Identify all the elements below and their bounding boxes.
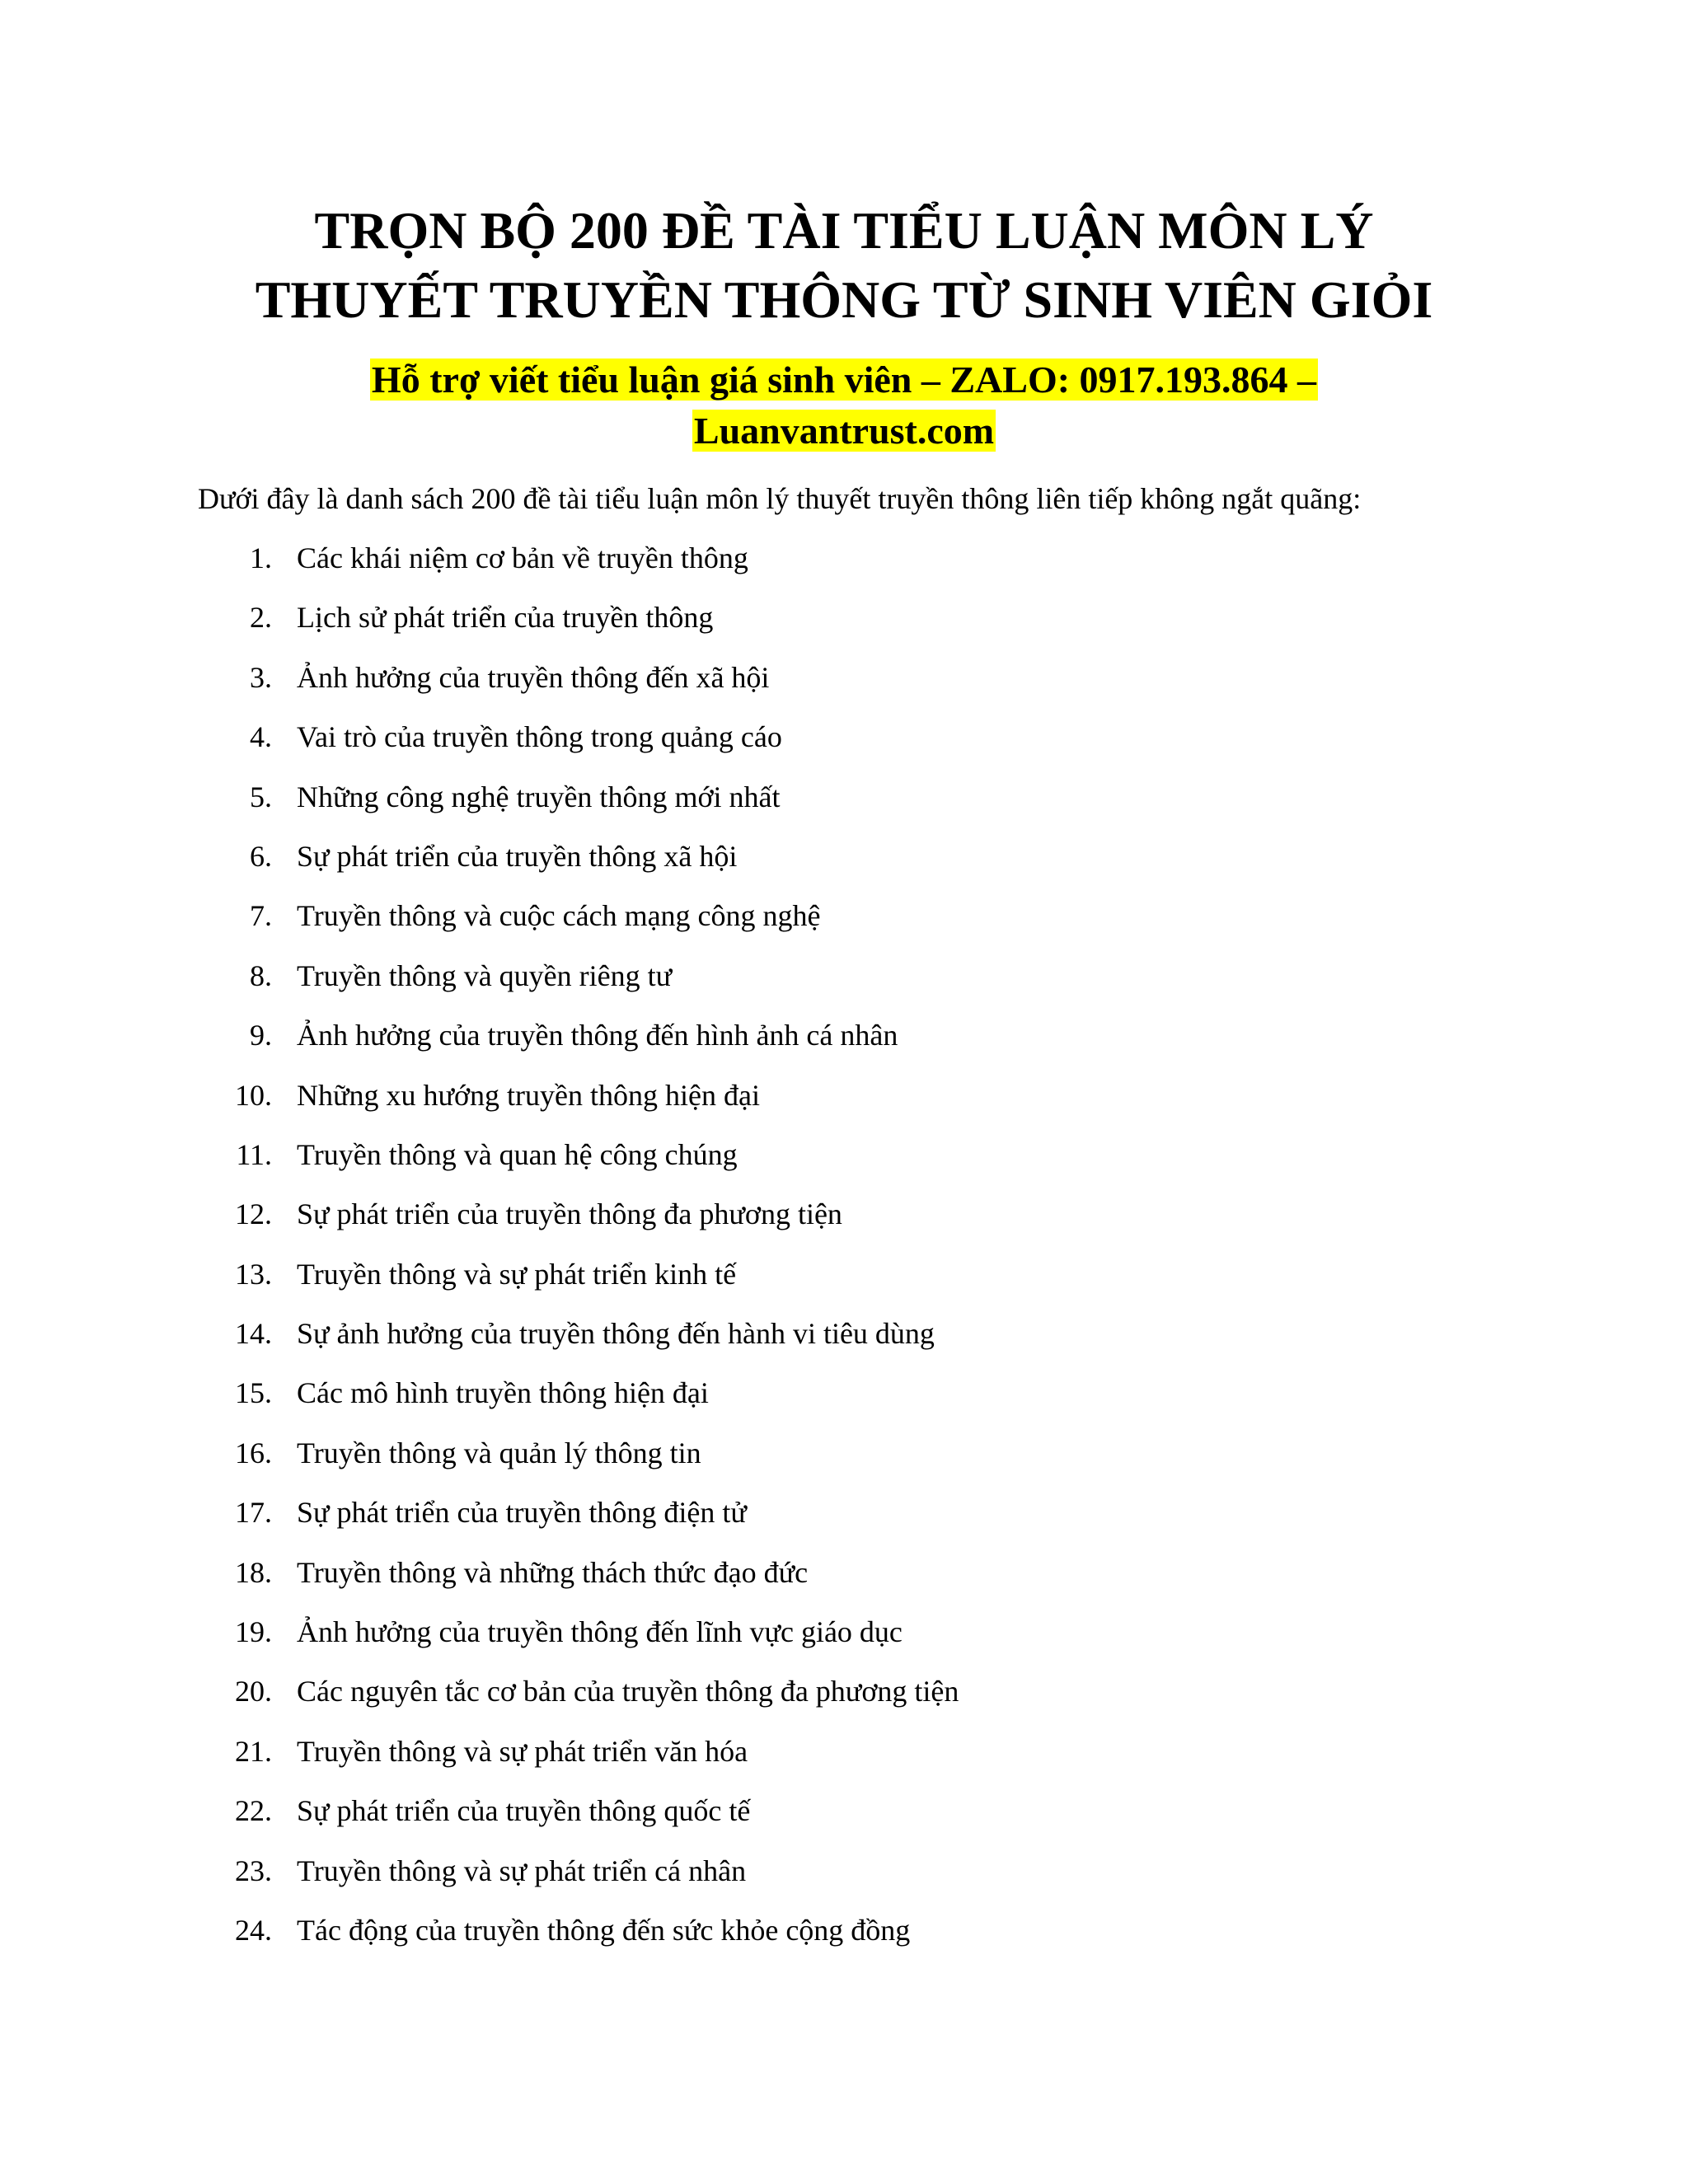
list-item-number: 7. — [250, 899, 272, 933]
document-title — [0, 196, 1688, 335]
list-item — [0, 595, 1688, 654]
list-item-text: Ảnh hưởng của truyền thông đến xã hội — [297, 660, 770, 694]
list-item — [0, 1013, 1688, 1072]
list-item-number: 19. — [235, 1615, 272, 1649]
list-item — [0, 1252, 1688, 1311]
list-item — [0, 655, 1688, 715]
list-item-text: Những công nghệ truyền thông mới nhất — [297, 780, 781, 813]
list-item-text: Sự phát triển của truyền thông quốc tế — [297, 1794, 751, 1828]
list-item-text: Ảnh hưởng của truyền thông đến lĩnh vực giáo dục — [297, 1615, 903, 1649]
list-item-text: Truyền thông và sự phát triển văn hóa — [297, 1734, 748, 1768]
title-line-2: THUYẾT TRUYỀN THÔNG TỪ SINH VIÊN GIỎI — [255, 270, 1433, 329]
title-line-1: TRỌN BỘ 200 ĐỀ TÀI TIỂU LUẬN MÔN LÝ — [314, 201, 1374, 260]
list-item-number: 12. — [235, 1197, 272, 1231]
list-item-text: Sự phát triển của truyền thông đa phương tiện — [297, 1197, 842, 1231]
list-item-number: 15. — [235, 1376, 272, 1410]
list-item — [0, 1192, 1688, 1251]
list-item-text: Truyền thông và quản lý thông tin — [297, 1436, 701, 1469]
list-item — [0, 1908, 1688, 1967]
list-item-number: 4. — [250, 720, 272, 754]
list-item-number: 21. — [235, 1734, 272, 1768]
list-item-text: Truyền thông và quyền riêng tư — [297, 958, 673, 992]
subtitle-line-1 — [0, 354, 1688, 405]
list-item-number: 13. — [235, 1257, 272, 1291]
list-item-text: Lịch sử phát triển của truyền thông — [297, 601, 714, 635]
list-item — [0, 715, 1688, 774]
list-item-number: 18. — [235, 1555, 272, 1589]
list-item-number: 10. — [235, 1078, 272, 1112]
list-item-number: 23. — [235, 1854, 272, 1887]
list-item — [0, 834, 1688, 893]
list-item — [0, 1849, 1688, 1908]
subtitle-line-2 — [0, 405, 1688, 457]
list-item-number: 24. — [235, 1913, 272, 1947]
highlighted-text: Hỗ trợ viết tiểu luận giá sinh viên – ZALO: 0917.193.864 – — [371, 359, 1317, 401]
list-item-text: Sự phát triển của truyền thông điện tử — [297, 1496, 747, 1530]
list-item — [0, 1610, 1688, 1669]
list-item — [0, 536, 1688, 595]
list-item-number: 3. — [250, 660, 272, 694]
list-item-number: 6. — [250, 839, 272, 873]
list-item — [0, 1490, 1688, 1549]
list-item-number: 11. — [236, 1137, 272, 1171]
topic-list — [0, 536, 1688, 1967]
list-item-number: 9. — [250, 1019, 272, 1052]
list-item-text: Truyền thông và những thách thức đạo đức — [297, 1555, 809, 1589]
list-item-number: 16. — [235, 1436, 272, 1469]
list-item — [0, 1550, 1688, 1610]
list-item-number: 22. — [235, 1794, 272, 1828]
intro-paragraph: Dưới đây là danh sách 200 đề tài tiểu luận môn lý thuyết truyền thông liên tiếp không ngắt quãng: — [198, 482, 1362, 515]
list-item — [0, 1073, 1688, 1132]
list-item-text: Những xu hướng truyền thông hiện đại — [297, 1078, 760, 1112]
list-item — [0, 1729, 1688, 1788]
list-item-text: Truyền thông và cuộc cách mạng công nghệ — [297, 899, 821, 933]
list-item-number: 1. — [250, 541, 272, 574]
list-item — [0, 954, 1688, 1013]
list-item-text: Sự phát triển của truyền thông xã hội — [297, 839, 738, 873]
list-item-text: Truyền thông và sự phát triển cá nhân — [297, 1854, 747, 1887]
list-item — [0, 1788, 1688, 1848]
list-item — [0, 1431, 1688, 1490]
highlighted-text: Luanvantrust.com — [693, 410, 995, 452]
list-item-text: Các mô hình truyền thông hiện đại — [297, 1376, 709, 1410]
list-item-number: 14. — [235, 1317, 272, 1351]
list-item — [0, 1311, 1688, 1371]
list-item — [0, 1132, 1688, 1192]
list-item-text: Các khái niệm cơ bản về truyền thông — [297, 541, 748, 574]
list-item-number: 5. — [250, 780, 272, 813]
list-item-text: Truyền thông và quan hệ công chúng — [297, 1137, 738, 1171]
promo-subtitle — [0, 354, 1688, 457]
list-item — [0, 893, 1688, 953]
list-item-text: Truyền thông và sự phát triển kinh tế — [297, 1257, 737, 1291]
list-item — [0, 1371, 1688, 1430]
list-item — [0, 1669, 1688, 1728]
list-item-number: 20. — [235, 1675, 272, 1708]
list-item-text: Ảnh hưởng của truyền thông đến hình ảnh cá nhân — [297, 1019, 898, 1052]
list-item-text: Sự ảnh hưởng của truyền thông đến hành vi tiêu dùng — [297, 1317, 935, 1351]
list-item-number: 17. — [235, 1496, 272, 1530]
list-item-text: Vai trò của truyền thông trong quảng cáo — [297, 720, 782, 754]
list-item-number: 8. — [250, 958, 272, 992]
list-item — [0, 775, 1688, 834]
list-item-text: Tác động của truyền thông đến sức khỏe cộng đồng — [297, 1913, 911, 1947]
list-item-number: 2. — [250, 601, 272, 635]
list-item-text: Các nguyên tắc cơ bản của truyền thông đa phương tiện — [297, 1675, 959, 1708]
